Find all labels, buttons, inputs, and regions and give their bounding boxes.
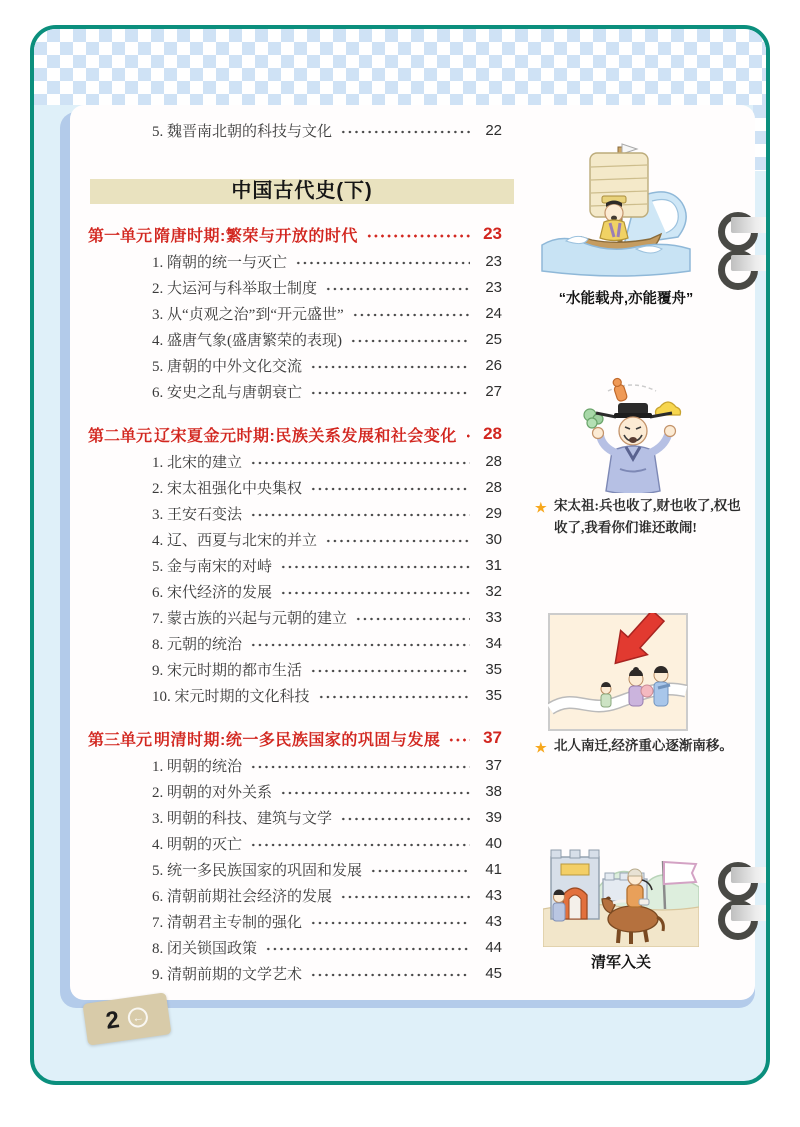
- unit-page: 37: [483, 728, 502, 747]
- page-number: 2: [104, 1006, 122, 1035]
- dot-leader: [310, 388, 470, 398]
- toc-item-page: 45: [485, 964, 502, 982]
- unit-page: 28: [483, 424, 502, 443]
- dot-leader: [352, 310, 470, 320]
- dot-leader: [280, 588, 470, 598]
- toc-item: [88, 117, 502, 143]
- toc-item: [88, 882, 502, 908]
- toc-item-page: 24: [485, 304, 502, 322]
- dot-leader: [325, 536, 470, 546]
- toc-item: [88, 274, 502, 300]
- unit-label: 第一单元: [88, 227, 153, 245]
- toc-item-title: 3. 王安石变法: [152, 506, 243, 523]
- toc-item: [88, 752, 502, 778]
- toc-item-title: 4. 辽、西夏与北宋的并立: [152, 532, 318, 549]
- toc-item-page: 27: [485, 382, 502, 400]
- dot-leader: [318, 692, 470, 702]
- section-title: 中国古代史(下): [231, 180, 373, 202]
- toc-item-page: 23: [485, 252, 502, 270]
- return-arrow-icon: ←: [127, 1006, 150, 1029]
- binder-ring: [718, 900, 770, 926]
- toc-item-page: 22: [485, 121, 502, 139]
- unit-items-2: [88, 448, 502, 708]
- toc-item-title: 5. 唐朝的中外文化交流: [152, 358, 303, 375]
- qing-caption: 清军入关: [590, 954, 651, 971]
- dot-leader: [265, 944, 470, 954]
- toc-item: [88, 804, 502, 830]
- dot-leader: [280, 788, 470, 798]
- toc-item-title: 2. 大运河与科举取士制度: [152, 280, 318, 297]
- toc-item-title: 4. 盛唐气象(盛唐繁荣的表现): [152, 332, 342, 349]
- binder-ring: [718, 862, 770, 888]
- toc-item-page: 32: [485, 582, 502, 600]
- toc-item-title: 3. 明朝的科技、建筑与文学: [152, 810, 333, 827]
- toc-item: [88, 300, 502, 326]
- dot-leader: [295, 258, 470, 268]
- unit-header-2: [88, 420, 502, 448]
- toc-item-page: 29: [485, 504, 502, 522]
- boat-caption: “水能载舟,亦能覆舟”: [558, 291, 694, 307]
- toc-item-title: 6. 安史之乱与唐朝衰亡: [152, 384, 303, 401]
- toc-item-title: 7. 蒙古族的兴起与元朝的建立: [152, 610, 348, 627]
- toc-item-page: 23: [485, 278, 502, 296]
- toc-page: [70, 105, 755, 1000]
- binder-ring: [718, 250, 770, 276]
- table-of-contents: [88, 105, 502, 986]
- toc-item: [88, 908, 502, 934]
- qing-entry-illustration: [543, 837, 699, 947]
- toc-item-title: 7. 清朝君主专制的强化: [152, 914, 303, 931]
- toc-item-title: 9. 清朝前期的文学艺术: [152, 966, 303, 983]
- toc-item-title: 2. 明朝的对外关系: [152, 784, 273, 801]
- toc-item-page: 41: [485, 860, 502, 878]
- emperor-figure: [600, 196, 628, 241]
- songtaizu-illustration: [568, 377, 698, 493]
- dot-leader: [366, 231, 470, 241]
- checker-pattern-band: [34, 29, 766, 105]
- dot-leader: [250, 458, 470, 468]
- gatekeeper-figure: [553, 890, 565, 922]
- section-banner: [90, 179, 514, 204]
- dot-leader: [340, 814, 470, 824]
- toc-item: [88, 378, 502, 404]
- dot-leader: [325, 284, 470, 294]
- unit-title: 明清时期:统一多民族国家的巩固与发展: [154, 731, 441, 749]
- toc-item-page: 31: [485, 556, 502, 574]
- toc-item: [88, 778, 502, 804]
- toc-item-title: 4. 明朝的灭亡: [152, 836, 243, 853]
- toc-item: [88, 352, 502, 378]
- toc-item-title: 10. 宋元时期的文化科技: [152, 688, 310, 705]
- toc-item-page: 43: [485, 912, 502, 930]
- boat-illustration: [540, 141, 702, 283]
- toc-item: [88, 500, 502, 526]
- toc-item: [88, 604, 502, 630]
- toc-item-title: 6. 清朝前期社会经济的发展: [152, 888, 333, 905]
- unit-label: 第三单元: [88, 731, 153, 749]
- dot-leader: [310, 362, 470, 372]
- dot-leader: [250, 840, 470, 850]
- notebook-board: [30, 25, 770, 1085]
- dot-leader: [355, 614, 470, 624]
- toc-item-page: 39: [485, 808, 502, 826]
- dot-leader: [350, 336, 470, 346]
- dot-leader: [465, 431, 470, 441]
- migration-caption: [535, 735, 763, 757]
- unit-header-1: [88, 220, 502, 248]
- songtaizu-caption: [535, 495, 753, 540]
- toc-item: [88, 934, 502, 960]
- jade-object: [584, 409, 603, 428]
- toc-item: [88, 682, 502, 708]
- toc-item-title: 1. 明朝的统治: [152, 758, 243, 775]
- toc-item-title: 1. 隋朝的统一与灭亡: [152, 254, 288, 271]
- dot-leader: [250, 762, 470, 772]
- toc-item: [88, 526, 502, 552]
- unit-title: 隋唐时期:繁荣与开放的时代: [154, 227, 358, 245]
- unit-title: 辽宋夏金元时期:民族关系发展和社会变化: [154, 427, 457, 445]
- toc-item-title: 8. 元朝的统治: [152, 636, 243, 653]
- star-icon: ★: [535, 500, 547, 515]
- figurine-object: [611, 377, 628, 402]
- toc-item: [88, 656, 502, 682]
- songtaizu-figure: [593, 403, 676, 493]
- toc-item-title: 5. 统一多民族国家的巩固和发展: [152, 862, 363, 879]
- dot-leader: [250, 510, 470, 520]
- dot-leader: [310, 918, 470, 928]
- toc-item: [88, 830, 502, 856]
- dot-leader: [280, 562, 470, 572]
- dot-leader: [340, 127, 470, 137]
- toc-item-page: 35: [485, 660, 502, 678]
- toc-item-page: 28: [485, 452, 502, 470]
- toc-item-page: 37: [485, 756, 502, 774]
- toc-item-page: 26: [485, 356, 502, 374]
- toc-item-title: 2. 宋太祖强化中央集权: [152, 480, 303, 497]
- unit-items-3: [88, 752, 502, 986]
- toc-item-page: 40: [485, 834, 502, 852]
- dot-leader: [310, 666, 470, 676]
- migration-illustration: [548, 613, 688, 731]
- toc-item-title: 5. 魏晋南北朝的科技与文化: [152, 123, 333, 140]
- toc-item-page: 34: [485, 634, 502, 652]
- dot-leader: [310, 484, 470, 494]
- toc-item-title: 9. 宋元时期的都市生活: [152, 662, 303, 679]
- toc-item-page: 25: [485, 330, 502, 348]
- dot-leader: [310, 970, 470, 980]
- toc-item-page: 38: [485, 782, 502, 800]
- unit-page: 23: [483, 224, 502, 243]
- toc-item: [88, 326, 502, 352]
- toc-item-title: 3. 从“贞观之治”到“开元盛世”: [152, 306, 344, 323]
- toc-item: [88, 578, 502, 604]
- toc-item-page: 44: [485, 938, 502, 956]
- dot-leader: [340, 892, 470, 902]
- toc-item-page: 28: [485, 478, 502, 496]
- toc-item: [88, 856, 502, 882]
- toc-item-title: 1. 北宋的建立: [152, 454, 243, 471]
- toc-item-title: 5. 金与南宋的对峙: [152, 558, 273, 575]
- unit-label: 第二单元: [88, 427, 153, 445]
- unit-items-1: [88, 248, 502, 404]
- dot-leader: [370, 866, 470, 876]
- toc-item: [88, 630, 502, 656]
- toc-item-page: 43: [485, 886, 502, 904]
- toc-item-page: 33: [485, 608, 502, 626]
- toc-item: [88, 552, 502, 578]
- caption-text: 宋太祖:兵也收了,财也收了,权也收了,我看你们谁还敢闹!: [554, 498, 741, 536]
- toc-item: [88, 960, 502, 986]
- dot-leader: [250, 640, 470, 650]
- star-icon: ★: [535, 740, 547, 755]
- dot-leader: [448, 735, 470, 745]
- unit-header-3: [88, 724, 502, 752]
- toc-item: [88, 474, 502, 500]
- toc-item-title: 6. 宋代经济的发展: [152, 584, 273, 601]
- binder-ring: [718, 212, 770, 238]
- toc-item: [88, 448, 502, 474]
- toc-item: [88, 248, 502, 274]
- toc-item-page: 35: [485, 686, 502, 704]
- toc-item-title: 8. 闭关锁国政策: [152, 940, 258, 957]
- caption-text: 北人南迁,经济重心逐渐南移。: [554, 738, 733, 753]
- toc-item-page: 30: [485, 530, 502, 548]
